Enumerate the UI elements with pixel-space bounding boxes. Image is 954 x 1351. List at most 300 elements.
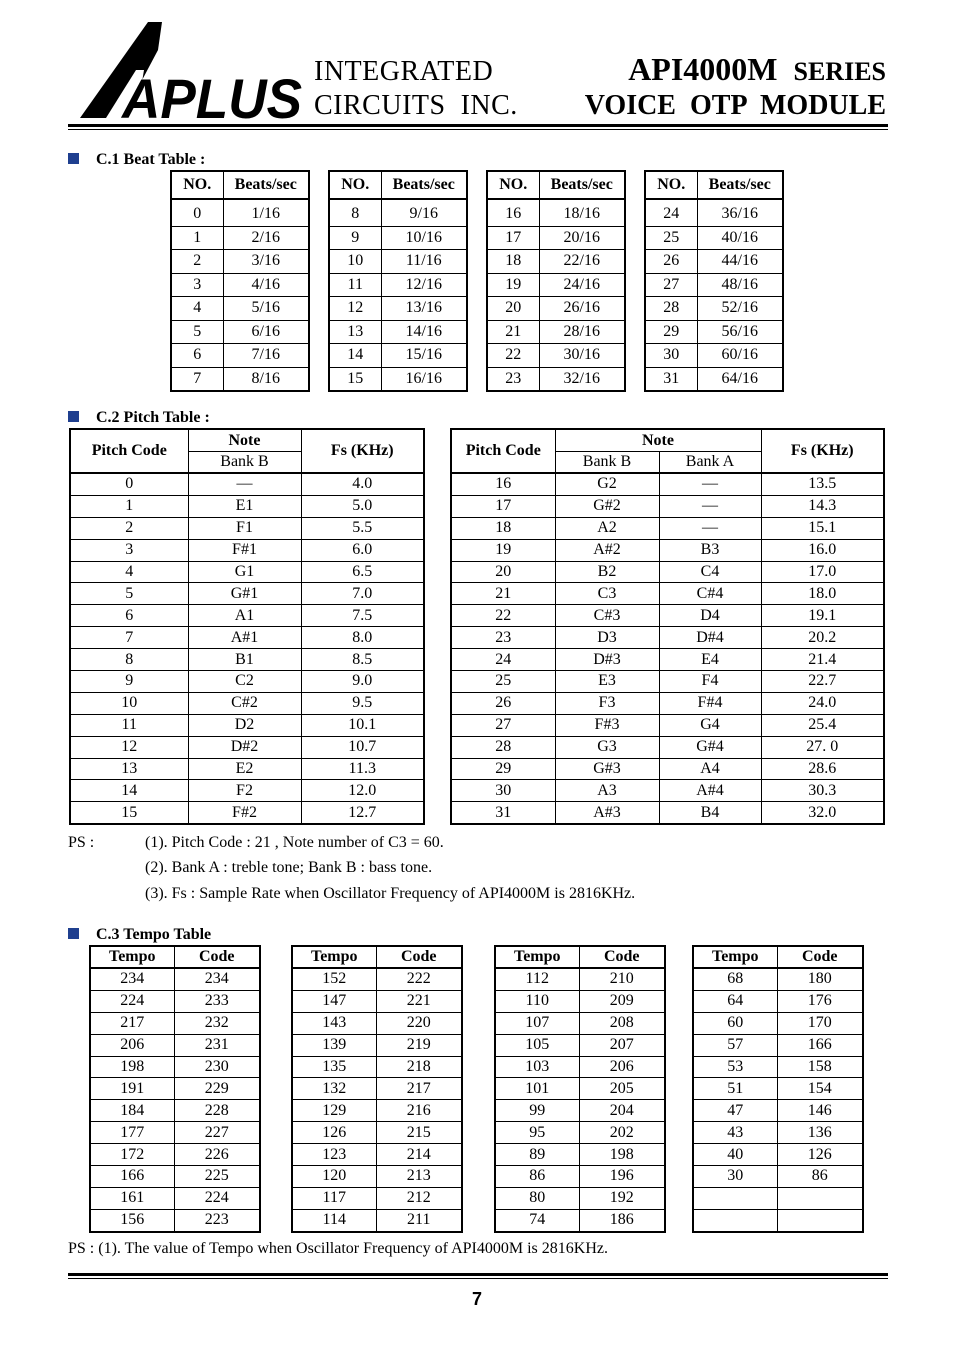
- table-row: [70, 714, 424, 736]
- tempo-cell: 191: [90, 1078, 174, 1100]
- tempo-cell: 224: [90, 990, 174, 1012]
- fs-cell: 5.5: [301, 517, 424, 539]
- beat-value-cell: 14/16: [381, 320, 467, 344]
- tempo-note: PS : (1). The value of Tempo when Oscillator Frequency of API4000M is 2816KHz.: [68, 1240, 608, 1257]
- beat-value-cell: 32/16: [563, 369, 600, 387]
- code-cell: 231: [174, 1034, 260, 1056]
- fs-cell: 10.1: [301, 714, 424, 736]
- table-row: [645, 367, 783, 391]
- table-row: [90, 1122, 260, 1144]
- beat-no-cell: 22: [487, 344, 539, 368]
- table-row: [487, 344, 625, 368]
- pitch-code-cell: 0: [70, 473, 188, 495]
- tempo-cell: 89: [495, 1144, 579, 1166]
- tempo-cell: 198: [90, 1056, 174, 1078]
- code-cell: 215: [376, 1122, 462, 1144]
- table-row: [90, 1034, 260, 1056]
- tempo-cell: 161: [90, 1187, 174, 1209]
- fs-header: Fs (KHz): [301, 429, 424, 473]
- code-cell: 158: [777, 1056, 863, 1078]
- table-row: [70, 671, 424, 693]
- beat-value-cell: 18/16: [539, 199, 625, 226]
- table-row: [70, 802, 424, 824]
- tempo-cell: 95: [495, 1122, 579, 1144]
- beat-value-cell: 12/16: [381, 273, 467, 297]
- fs-cell: 13.5: [761, 473, 884, 495]
- beat-beats-header: Beats/sec: [539, 171, 625, 199]
- beat-value-cell: 2/16: [223, 226, 309, 250]
- fs-cell: 25.4: [761, 714, 884, 736]
- beat-value-cell: 44/16: [697, 250, 783, 274]
- product-series: SERIES: [793, 57, 886, 86]
- tempo-cell: [693, 1209, 777, 1231]
- product-title: [628, 50, 886, 91]
- table-row: [451, 495, 884, 517]
- fs-cell: 6.0: [301, 539, 424, 561]
- table-row: [487, 320, 625, 344]
- table-row: [451, 714, 884, 736]
- pitch-code-cell: 4: [70, 561, 188, 583]
- code-cell: 202: [579, 1122, 665, 1144]
- table-row: [171, 226, 309, 250]
- fs-header: Fs (KHz): [761, 429, 884, 473]
- table-row: [90, 1144, 260, 1166]
- square-bullet-icon: [68, 928, 79, 939]
- table-row: [495, 1122, 665, 1144]
- company-line-1: INTEGRATED: [314, 56, 494, 87]
- beat-no-cell: 16: [487, 199, 539, 226]
- table-row: [329, 320, 467, 344]
- table-row: [693, 1187, 863, 1209]
- bank-b-cell: A3: [555, 780, 659, 802]
- table-row: [645, 344, 783, 368]
- table-row: [292, 1012, 462, 1034]
- table-row: [90, 1012, 260, 1034]
- tempo-cell: 74: [495, 1209, 579, 1231]
- beat-table-1: [170, 170, 310, 392]
- tempo-cell: 107: [495, 1012, 579, 1034]
- beat-value-cell: 22/16: [539, 250, 625, 274]
- beat-no-cell: 11: [329, 273, 381, 297]
- beat-value-cell: 56/16: [697, 320, 783, 344]
- table-row: [693, 1012, 863, 1034]
- code-cell: 211: [376, 1209, 462, 1231]
- code-cell: 166: [777, 1034, 863, 1056]
- beat-no-cell: 26: [645, 250, 697, 274]
- bank-a-cell: A#4: [659, 780, 761, 802]
- footer-rule-thick: [68, 1273, 888, 1276]
- header-rule-thin: [68, 129, 888, 130]
- bank-b-cell: E3: [555, 671, 659, 693]
- pitch-code-cell: 7: [70, 627, 188, 649]
- table-row: [693, 968, 863, 990]
- code-cell: 186: [579, 1209, 665, 1231]
- pitch-code-cell: 5: [70, 583, 188, 605]
- table-row: [693, 1209, 863, 1231]
- code-cell: 218: [376, 1056, 462, 1078]
- pitch-code-header: Pitch Code: [451, 429, 555, 473]
- table-row: [693, 1144, 863, 1166]
- fs-cell: 15.1: [761, 517, 884, 539]
- pitch-note-3: (3). Fs : Sample Rate when Oscillator Frequency of API4000M is 2816KHz.: [145, 885, 636, 902]
- logo-wordmark: APLUS: [120, 67, 302, 124]
- table-row: [487, 273, 625, 297]
- tempo-cell: 57: [693, 1034, 777, 1056]
- table-row: [329, 344, 467, 368]
- tempo-header: Tempo: [292, 946, 376, 968]
- bank-b-cell: F#1: [188, 539, 301, 561]
- table-row: [70, 495, 424, 517]
- tempo-cell: 110: [495, 990, 579, 1012]
- tempo-cell: 135: [292, 1056, 376, 1078]
- fs-cell: 16.0: [761, 539, 884, 561]
- table-row: [645, 226, 783, 250]
- beat-value-cell: 28/16: [539, 320, 625, 344]
- table-row: [451, 583, 884, 605]
- beat-value-cell: 8/16: [251, 369, 280, 387]
- beat-value-cell: 30/16: [539, 344, 625, 368]
- code-cell: 136: [777, 1122, 863, 1144]
- code-cell: 170: [777, 1012, 863, 1034]
- beat-no-cell: 20: [487, 297, 539, 321]
- bank-b-cell: B1: [188, 649, 301, 671]
- beat-value-cell: 24/16: [539, 273, 625, 297]
- bank-a-cell: C4: [659, 561, 761, 583]
- tempo-cell: 68: [693, 968, 777, 990]
- table-row: [451, 780, 884, 802]
- table-row: [90, 1056, 260, 1078]
- beat-value-cell: 52/16: [697, 297, 783, 321]
- table-row: [495, 1056, 665, 1078]
- bank-b-cell: F#3: [555, 714, 659, 736]
- beat-no-cell: 3: [171, 273, 223, 297]
- code-cell: 228: [174, 1100, 260, 1122]
- code-cell: 219: [376, 1034, 462, 1056]
- tempo-cell: 40: [693, 1144, 777, 1166]
- bank-a-header: Bank A: [659, 452, 761, 474]
- bank-b-cell: C#3: [555, 605, 659, 627]
- pitch-code-cell: 12: [70, 736, 188, 758]
- fs-cell: 5.0: [301, 495, 424, 517]
- tempo-cell: 86: [495, 1166, 579, 1188]
- table-row: [495, 968, 665, 990]
- pitch-code-cell: 28: [451, 736, 555, 758]
- beat-value-cell: 6/16: [223, 320, 309, 344]
- bank-b-cell: G#2: [555, 495, 659, 517]
- table-row: [495, 990, 665, 1012]
- bank-a-cell: A4: [659, 758, 761, 780]
- tempo-table-2: [291, 945, 463, 1233]
- tempo-title-text: C.3 Tempo Table: [96, 926, 212, 943]
- pitch-code-cell: 31: [451, 802, 555, 824]
- bank-a-cell: D4: [659, 605, 761, 627]
- header-rule-thick: [68, 124, 888, 127]
- table-row: [70, 539, 424, 561]
- tempo-cell: 101: [495, 1078, 579, 1100]
- bank-a-cell: B3: [659, 539, 761, 561]
- code-header: Code: [579, 946, 665, 968]
- tempo-table-3: [494, 945, 666, 1233]
- table-row: [645, 273, 783, 297]
- pitch-code-cell: 16: [451, 473, 555, 495]
- table-row: [292, 1144, 462, 1166]
- table-row: [292, 990, 462, 1012]
- code-header: Code: [174, 946, 260, 968]
- table-row: [329, 199, 467, 226]
- pitch-code-cell: 23: [451, 627, 555, 649]
- table-row: [70, 692, 424, 714]
- table-row: [70, 473, 424, 495]
- code-cell: 214: [376, 1144, 462, 1166]
- bank-b-cell: A1: [188, 605, 301, 627]
- table-row: [171, 367, 309, 391]
- code-cell: 234: [174, 968, 260, 990]
- beat-value-cell: 1/16: [223, 199, 309, 226]
- bank-b-cell: G2: [555, 473, 659, 495]
- beat-no-cell: 19: [487, 273, 539, 297]
- tempo-cell: 234: [90, 968, 174, 990]
- beat-no-cell: 8: [329, 199, 381, 226]
- beat-value-cell: 4/16: [223, 273, 309, 297]
- beat-beats-header: Beats/sec: [697, 171, 783, 199]
- beat-no-cell: 1: [171, 226, 223, 250]
- pitch-code-cell: 24: [451, 649, 555, 671]
- bank-b-cell: A2: [555, 517, 659, 539]
- table-row: [292, 1100, 462, 1122]
- table-row: [171, 297, 309, 321]
- tempo-cell: 177: [90, 1122, 174, 1144]
- table-row: [495, 1209, 665, 1231]
- table-row: [451, 736, 884, 758]
- table-row: [451, 758, 884, 780]
- tempo-cell: 47: [693, 1100, 777, 1122]
- tempo-header: Tempo: [693, 946, 777, 968]
- pitch-code-cell: 29: [451, 758, 555, 780]
- bank-b-cell: G1: [188, 561, 301, 583]
- tempo-header: Tempo: [495, 946, 579, 968]
- fs-cell: 4.0: [301, 473, 424, 495]
- tempo-cell: 43: [693, 1122, 777, 1144]
- tempo-cell: 60: [693, 1012, 777, 1034]
- pitch-table-right: [450, 428, 885, 825]
- fs-cell: 28.6: [761, 758, 884, 780]
- table-row: [495, 1144, 665, 1166]
- square-bullet-icon: [68, 411, 79, 422]
- fs-cell: 9.5: [301, 692, 424, 714]
- table-row: [292, 1166, 462, 1188]
- beat-no-cell: 0: [171, 199, 223, 226]
- table-row: [495, 1187, 665, 1209]
- beat-value-cell: 11/16: [381, 250, 467, 274]
- beat-value-cell: 3/16: [223, 250, 309, 274]
- fs-cell: 19.1: [761, 605, 884, 627]
- code-cell: 212: [376, 1187, 462, 1209]
- table-row: [292, 968, 462, 990]
- table-row: [292, 1187, 462, 1209]
- tempo-cell: [693, 1187, 777, 1209]
- table-row: [693, 1034, 863, 1056]
- pitch-code-cell: 20: [451, 561, 555, 583]
- table-row: [645, 297, 783, 321]
- tempo-cell: 114: [292, 1209, 376, 1231]
- tempo-cell: 132: [292, 1078, 376, 1100]
- pitch-table-left: [69, 428, 425, 825]
- beat-no-cell: 10: [329, 250, 381, 274]
- bank-b-cell: D3: [555, 627, 659, 649]
- product-name: API4000M: [628, 51, 778, 87]
- pitch-code-cell: 19: [451, 539, 555, 561]
- fs-cell: 12.7: [301, 802, 424, 824]
- fs-cell: 32.0: [761, 802, 884, 824]
- pitch-code-cell: 27: [451, 714, 555, 736]
- tempo-cell: 147: [292, 990, 376, 1012]
- code-cell: 220: [376, 1012, 462, 1034]
- code-cell: 86: [777, 1166, 863, 1188]
- table-row: [495, 1012, 665, 1034]
- bank-a-cell: B4: [659, 802, 761, 824]
- note-header: Note: [188, 429, 301, 452]
- beat-no-header: NO.: [487, 171, 539, 199]
- fs-cell: 7.5: [301, 605, 424, 627]
- pitch-code-cell: 10: [70, 692, 188, 714]
- beat-value-cell: 5/16: [223, 297, 309, 321]
- tempo-cell: 166: [90, 1166, 174, 1188]
- beat-table-3: [486, 170, 626, 392]
- square-bullet-icon: [68, 153, 79, 164]
- fs-cell: 17.0: [761, 561, 884, 583]
- pitch-code-cell: 6: [70, 605, 188, 627]
- table-row: [90, 1100, 260, 1122]
- tempo-cell: 112: [495, 968, 579, 990]
- beat-value-cell: 36/16: [697, 199, 783, 226]
- tempo-cell: 99: [495, 1100, 579, 1122]
- bank-b-cell: —: [188, 473, 301, 495]
- tempo-cell: 184: [90, 1100, 174, 1122]
- table-row: [171, 250, 309, 274]
- bank-b-cell: F3: [555, 692, 659, 714]
- table-row: [292, 1078, 462, 1100]
- bank-b-cell: C3: [555, 583, 659, 605]
- tempo-cell: 172: [90, 1144, 174, 1166]
- beat-no-cell: 30: [645, 344, 697, 368]
- code-cell: 227: [174, 1122, 260, 1144]
- table-row: [645, 250, 783, 274]
- page-number: 7: [471, 1289, 482, 1309]
- fs-cell: 24.0: [761, 692, 884, 714]
- fs-cell: 18.0: [761, 583, 884, 605]
- code-cell: 204: [579, 1100, 665, 1122]
- beat-no-cell: 17: [487, 226, 539, 250]
- beat-value-cell: 13/16: [381, 297, 467, 321]
- bank-a-cell: F#4: [659, 692, 761, 714]
- pitch-code-cell: 18: [451, 517, 555, 539]
- table-row: [451, 671, 884, 693]
- beat-value-cell: 40/16: [697, 226, 783, 250]
- tempo-cell: 139: [292, 1034, 376, 1056]
- bank-a-cell: —: [659, 473, 761, 495]
- fs-cell: 12.0: [301, 780, 424, 802]
- fs-cell: 21.4: [761, 649, 884, 671]
- aplus-logo: [78, 20, 306, 124]
- fs-cell: 8.5: [301, 649, 424, 671]
- table-row: [90, 1209, 260, 1231]
- beat-no-cell: 24: [645, 199, 697, 226]
- bank-b-cell: F1: [188, 517, 301, 539]
- fs-cell: 8.0: [301, 627, 424, 649]
- fs-cell: 10.7: [301, 736, 424, 758]
- section-title-beat: [68, 151, 205, 169]
- tempo-header: Tempo: [90, 946, 174, 968]
- pitch-code-cell: 2: [70, 517, 188, 539]
- beat-no-header: NO.: [171, 171, 223, 199]
- code-cell: [777, 1187, 863, 1209]
- tempo-cell: 123: [292, 1144, 376, 1166]
- code-cell: 225: [174, 1166, 260, 1188]
- bank-b-cell: G#1: [188, 583, 301, 605]
- fs-cell: 30.3: [761, 780, 884, 802]
- table-row: [329, 297, 467, 321]
- bank-a-cell: E4: [659, 649, 761, 671]
- pitch-title-text: C.2 Pitch Table :: [96, 409, 210, 426]
- table-row: [171, 344, 309, 368]
- pitch-note-1: (1). Pitch Code : 21 , Note number of C3 = 60.: [145, 834, 444, 851]
- beat-value-cell: 9/16: [381, 199, 467, 226]
- tempo-cell: 152: [292, 968, 376, 990]
- tempo-cell: 64: [693, 990, 777, 1012]
- table-row: [329, 226, 467, 250]
- beat-table-4: [644, 170, 784, 392]
- pitch-code-cell: 13: [70, 758, 188, 780]
- tempo-cell: 117: [292, 1187, 376, 1209]
- beat-table-2: [328, 170, 468, 392]
- bank-b-cell: C2: [188, 671, 301, 693]
- table-row: [90, 1187, 260, 1209]
- fs-cell: 6.5: [301, 561, 424, 583]
- table-row: [451, 473, 884, 495]
- note-header: Note: [555, 429, 761, 452]
- code-cell: 224: [174, 1187, 260, 1209]
- beat-no-cell: 18: [487, 250, 539, 274]
- beat-no-cell: 5: [171, 320, 223, 344]
- code-header: Code: [777, 946, 863, 968]
- table-row: [495, 1100, 665, 1122]
- table-row: [451, 561, 884, 583]
- table-row: [292, 1209, 462, 1231]
- table-row: [451, 649, 884, 671]
- code-cell: 205: [579, 1078, 665, 1100]
- table-row: [70, 780, 424, 802]
- code-cell: 176: [777, 990, 863, 1012]
- fs-cell: 20.2: [761, 627, 884, 649]
- table-row: [90, 1166, 260, 1188]
- code-cell: 146: [777, 1100, 863, 1122]
- table-row: [171, 273, 309, 297]
- table-row: [487, 250, 625, 274]
- table-row: [70, 627, 424, 649]
- bank-b-cell: F#2: [188, 802, 301, 824]
- beat-no-cell: 6: [171, 344, 223, 368]
- pitch-code-cell: 11: [70, 714, 188, 736]
- tempo-table-4: [692, 945, 864, 1233]
- pitch-code-cell: 26: [451, 692, 555, 714]
- pitch-code-cell: 3: [70, 539, 188, 561]
- bank-b-cell: A#2: [555, 539, 659, 561]
- table-row: [693, 1100, 863, 1122]
- code-cell: 208: [579, 1012, 665, 1034]
- table-row: [693, 1078, 863, 1100]
- table-row: [292, 1056, 462, 1078]
- beat-no-cell: 13: [329, 320, 381, 344]
